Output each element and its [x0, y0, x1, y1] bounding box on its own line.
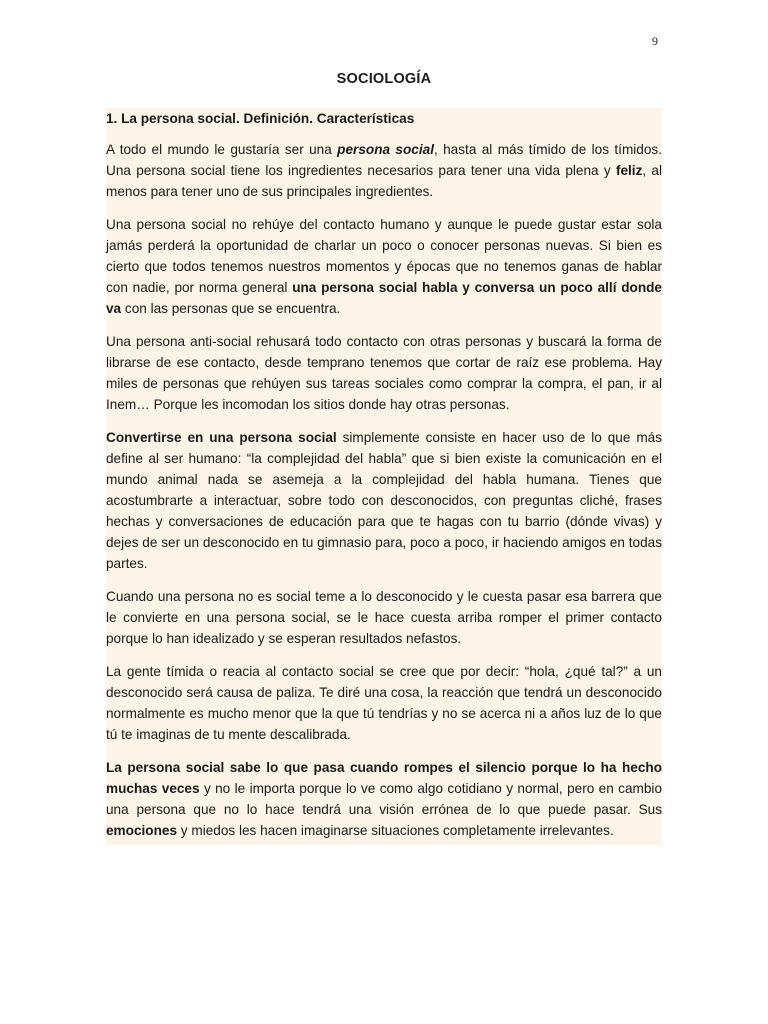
- paragraph-2-emphasis: una persona social habla y conversa un poco allí donde va: [106, 280, 662, 316]
- paragraph-5-text-1: Cuando una persona no es social teme a lo desconocido y le cuesta pasar esa barrera que le convierte en una persona social, se le hace cuesta arriba romper el primer contacto porque lo han idealizado y se esperan resultados nefastos.: [106, 589, 662, 646]
- paragraph-7-text-1: y no le importa porque lo ve como algo cotidiano y normal, pero en cambio una persona que no lo hace tendrá una visión errónea de lo que puede pasar. Sus: [106, 781, 663, 817]
- paragraph-3: [106, 331, 662, 415]
- paragraph-1-text-2: , hasta al más tímido de los tímidos. Una persona social tiene los ingredientes necesarios para tener una vida plena y: [106, 142, 662, 178]
- paragraph-4-emphasis: Convertirse en una persona social: [106, 430, 337, 445]
- paragraph-2-text-1: Una persona social no rehúye del contacto humano y aunque le puede gustar estar sola jamás perderá la oportunidad de charlar un poco o conocer personas nuevas. Si bien es cierto que todos tenemos nuestros momentos y épocas que no tenemos ganas de hablar con nadie, por norma general: [106, 217, 662, 295]
- paragraph-4: [106, 427, 662, 574]
- paragraph-7-emphasis-emociones: emociones: [106, 823, 178, 838]
- paragraph-1-text-3: , al menos para tener uno de sus principales ingredientes.: [106, 163, 663, 199]
- page-number: 9: [652, 34, 658, 48]
- paragraph-7-emphasis: La persona social sabe lo que pasa cuando rompes el silencio porque lo ha hecho muchas veces: [106, 760, 662, 796]
- section-heading: 1. La persona social. Definición. Características: [106, 111, 415, 126]
- paragraph-2-text-2: con las personas que se encuentra.: [121, 301, 341, 316]
- paragraph-7: [106, 757, 662, 841]
- paragraph-1-emphasis-persona-social: persona social: [337, 142, 434, 157]
- paragraph-6-text-1: La gente tímida o reacia al contacto social se cree que por decir: “hola, ¿qué tal?” a un desconocido será causa de paliza. Te diré una cosa, la reacción que tendrá un desconocido normalmente es mucho menor que la que tú tendrías y no se acerca ni a años luz de lo que tú te imaginas de tu mente descalibrada.: [106, 664, 662, 742]
- document-title: SOCIOLOGÍA: [336, 71, 432, 87]
- paragraph-6: [106, 661, 662, 745]
- paragraph-1-text-1: A todo el mundo le gustaría ser una: [106, 142, 338, 157]
- paragraph-1: [106, 139, 662, 202]
- paragraph-7-text-2: y miedos les hacen imaginarse situaciones completamente irrelevantes.: [177, 823, 614, 838]
- paragraph-3-text-1: Una persona anti-social rehusará todo contacto con otras personas y buscará la forma de librarse de ese contacto, desde temprano tenemos que cortar de raíz ese problema. Hay miles de personas que rehúyen sus tareas sociales como comprar la compra, el pan, ir al Inem… Porque les incomodan los sitios donde hay otras personas.: [106, 334, 662, 412]
- paragraph-4-text-1: simplemente consiste en hacer uso de lo que más define al ser humano: “la complejidad del habla” que si bien existe la comunicación en el mundo animal nada se asemeja a la complejidad del habla humana. Tienes que acostumbrarte a interactuar, sobre todo con desconocidos, con preguntas cliché, frases hechas y conversaciones de educación para que te hagas con tu barrio (dónde vivas) y dejes de ser un desconocido en tu gimnasio para, poco a poco, ir haciendo amigos en todas partes.: [106, 430, 663, 571]
- document-body: [106, 108, 662, 845]
- paragraph-1-emphasis-feliz: feliz: [615, 163, 643, 178]
- paragraph-5: [106, 586, 662, 649]
- paragraph-2: [106, 214, 662, 319]
